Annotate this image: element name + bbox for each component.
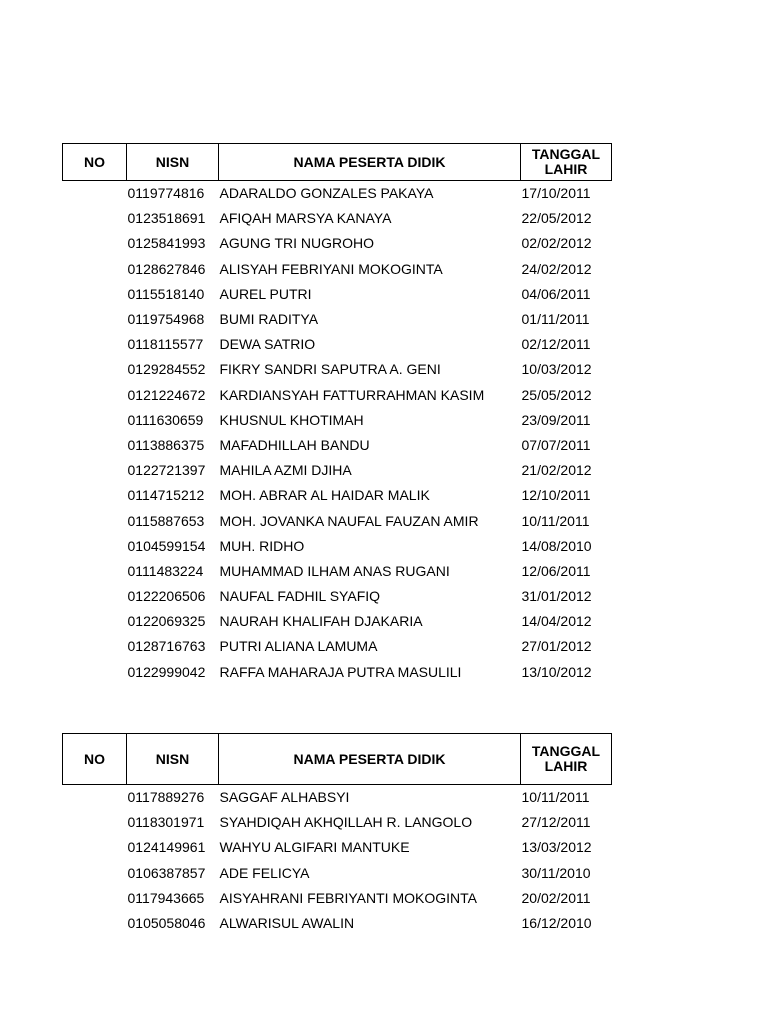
student-table-2 — [62, 733, 612, 936]
table-row — [63, 407, 612, 432]
header-nama: NAMA PESERTA DIDIK — [219, 144, 521, 181]
table-row — [63, 860, 612, 885]
cell-nisn: 0113886375 — [127, 436, 205, 453]
cell-tanggal-lahir: 21/02/2012 — [521, 462, 592, 479]
cell-no — [63, 357, 127, 382]
header-no: NO — [63, 144, 127, 181]
cell-no — [63, 885, 127, 910]
student-table-1 — [62, 143, 612, 684]
cell-tanggal-lahir: 12/10/2011 — [521, 487, 591, 504]
cell-nisn: 0119754968 — [127, 311, 205, 328]
cell-no — [63, 584, 127, 609]
cell-no — [63, 231, 127, 256]
cell-no — [63, 533, 127, 558]
cell-nisn: 0115887653 — [127, 512, 205, 529]
cell-nisn: 0111630659 — [127, 411, 204, 428]
cell-tanggal-lahir: 02/12/2011 — [521, 336, 591, 353]
table-row — [63, 458, 612, 483]
cell-nisn: 0111483224 — [127, 562, 204, 579]
table-row — [63, 609, 612, 634]
cell-tanggal-lahir: 10/11/2011 — [521, 789, 590, 806]
header-tanggal-lahir: TANGGAL LAHIR — [521, 144, 612, 181]
cell-nama: MAHILA AZMI DJIHA — [219, 462, 352, 479]
cell-tanggal-lahir: 31/01/2012 — [521, 588, 592, 605]
cell-nama: WAHYU ALGIFARI MANTUKE — [219, 839, 410, 856]
table-row — [63, 281, 612, 306]
header-nisn: NISN — [127, 734, 219, 785]
cell-nisn: 0114715212 — [127, 487, 205, 504]
cell-tanggal-lahir: 07/07/2011 — [521, 436, 591, 453]
cell-nama: AGUNG TRI NUGROHO — [219, 235, 375, 252]
cell-nisn: 0124149961 — [127, 839, 206, 856]
table-row — [63, 810, 612, 835]
cell-nisn: 0128716763 — [127, 638, 206, 655]
cell-no — [63, 835, 127, 860]
cell-nisn: 0104599154 — [127, 537, 206, 554]
cell-no — [63, 810, 127, 835]
table-row — [63, 206, 612, 231]
cell-tanggal-lahir: 23/09/2011 — [521, 411, 591, 428]
cell-nama: AFIQAH MARSYA KANAYA — [219, 210, 392, 227]
table-row — [63, 785, 612, 810]
cell-nisn: 0115518140 — [127, 285, 205, 302]
cell-tanggal-lahir: 27/01/2012 — [521, 638, 592, 655]
table-row — [63, 306, 612, 331]
cell-no — [63, 256, 127, 281]
cell-no — [63, 382, 127, 407]
cell-no — [63, 558, 127, 583]
cell-no — [63, 910, 127, 935]
cell-nama: ADARALDO GONZALES PAKAYA — [219, 185, 434, 202]
cell-nama: NAURAH KHALIFAH DJAKARIA — [219, 613, 423, 630]
cell-tanggal-lahir: 12/06/2011 — [521, 562, 591, 579]
table-row — [63, 634, 612, 659]
cell-nama: SAGGAF ALHABSYI — [219, 789, 350, 806]
cell-nama: DEWA SATRIO — [219, 336, 316, 353]
cell-nisn: 0117943665 — [127, 889, 205, 906]
cell-tanggal-lahir: 24/02/2012 — [521, 260, 592, 277]
cell-nama: BUMI RADITYA — [219, 311, 319, 328]
cell-nama: ADE FELICYA — [219, 864, 310, 881]
table-row — [63, 835, 612, 860]
cell-tanggal-lahir: 10/03/2012 — [521, 361, 592, 378]
table-header-row — [63, 144, 612, 181]
cell-nama: KHUSNUL KHOTIMAH — [219, 411, 364, 428]
cell-nama: PUTRI ALIANA LAMUMA — [219, 638, 378, 655]
cell-tanggal-lahir: 17/10/2011 — [521, 185, 591, 202]
cell-nisn: 0118301971 — [127, 814, 205, 831]
cell-tanggal-lahir: 20/02/2011 — [521, 889, 591, 906]
cell-nama: MOH. JOVANKA NAUFAL FAUZAN AMIR — [219, 512, 479, 529]
table-row — [63, 533, 612, 558]
cell-nama: KARDIANSYAH FATTURRAHMAN KASIM — [219, 386, 485, 403]
cell-nisn: 0128627846 — [127, 260, 206, 277]
table-row — [63, 432, 612, 457]
cell-no — [63, 634, 127, 659]
cell-nisn: 0122069325 — [127, 613, 206, 630]
cell-no — [63, 306, 127, 331]
table-row — [63, 659, 612, 684]
cell-no — [63, 483, 127, 508]
cell-nisn: 0122206506 — [127, 588, 206, 605]
table-row — [63, 885, 612, 910]
table-row — [63, 332, 612, 357]
cell-nisn: 0117889276 — [127, 789, 205, 806]
header-no: NO — [63, 734, 127, 785]
cell-no — [63, 206, 127, 231]
cell-nama: MUHAMMAD ILHAM ANAS RUGANI — [219, 562, 450, 579]
cell-tanggal-lahir: 01/11/2011 — [521, 311, 590, 328]
cell-tanggal-lahir: 14/08/2010 — [521, 537, 592, 554]
table-row — [63, 256, 612, 281]
cell-nisn: 0122721397 — [127, 462, 206, 479]
cell-tanggal-lahir: 13/03/2012 — [521, 839, 592, 856]
cell-nama: ALISYAH FEBRIYANI MOKOGINTA — [219, 260, 443, 277]
cell-no — [63, 609, 127, 634]
cell-tanggal-lahir: 30/11/2010 — [521, 864, 591, 881]
cell-no — [63, 281, 127, 306]
table-row — [63, 231, 612, 256]
table-row — [63, 483, 612, 508]
cell-nisn: 0105058046 — [127, 915, 206, 932]
cell-no — [63, 432, 127, 457]
table-row — [63, 382, 612, 407]
cell-no — [63, 659, 127, 684]
cell-no — [63, 407, 127, 432]
cell-nisn: 0119774816 — [127, 185, 205, 202]
header-nisn: NISN — [127, 144, 219, 181]
table-header-row — [63, 734, 612, 785]
header-tanggal-lahir: TANGGAL LAHIR — [521, 734, 612, 785]
cell-tanggal-lahir: 10/11/2011 — [521, 512, 590, 529]
table-row — [63, 910, 612, 935]
cell-nama: MAFADHILLAH BANDU — [219, 436, 370, 453]
table-row — [63, 508, 612, 533]
cell-nisn: 0123518691 — [127, 210, 206, 227]
table-row — [63, 584, 612, 609]
cell-tanggal-lahir: 13/10/2012 — [521, 663, 592, 680]
cell-tanggal-lahir: 22/05/2012 — [521, 210, 592, 227]
cell-tanggal-lahir: 25/05/2012 — [521, 386, 592, 403]
cell-no — [63, 860, 127, 885]
table-row — [63, 181, 612, 206]
cell-nisn: 0129284552 — [127, 361, 206, 378]
cell-nisn: 0125841993 — [127, 235, 206, 252]
cell-nama: AUREL PUTRI — [219, 285, 312, 302]
cell-nisn: 0121224672 — [127, 386, 206, 403]
cell-nama: SYAHDIQAH AKHQILLAH R. LANGOLO — [219, 814, 473, 831]
table-row — [63, 357, 612, 382]
cell-nisn: 0118115577 — [127, 336, 204, 353]
cell-no — [63, 508, 127, 533]
cell-tanggal-lahir: 14/04/2012 — [521, 613, 592, 630]
cell-tanggal-lahir: 16/12/2010 — [521, 915, 592, 932]
cell-tanggal-lahir: 02/02/2012 — [521, 235, 592, 252]
cell-no — [63, 181, 127, 206]
cell-no — [63, 332, 127, 357]
table-row — [63, 558, 612, 583]
cell-nama: MUH. RIDHO — [219, 537, 305, 554]
cell-nama: NAUFAL FADHIL SYAFIQ — [219, 588, 381, 605]
cell-no — [63, 785, 127, 810]
cell-nama: ALWARISUL AWALIN — [219, 915, 355, 932]
cell-tanggal-lahir: 04/06/2011 — [521, 285, 591, 302]
cell-nama: AISYAHRANI FEBRIYANTI MOKOGINTA — [219, 889, 477, 906]
cell-no — [63, 458, 127, 483]
cell-nama: FIKRY SANDRI SAPUTRA A. GENI — [219, 361, 441, 378]
cell-tanggal-lahir: 27/12/2011 — [521, 814, 591, 831]
cell-nama: RAFFA MAHARAJA PUTRA MASULILI — [219, 663, 462, 680]
header-nama: NAMA PESERTA DIDIK — [219, 734, 521, 785]
cell-nisn: 0122999042 — [127, 663, 206, 680]
cell-nama: MOH. ABRAR AL HAIDAR MALIK — [219, 487, 430, 504]
cell-nisn: 0106387857 — [127, 864, 206, 881]
